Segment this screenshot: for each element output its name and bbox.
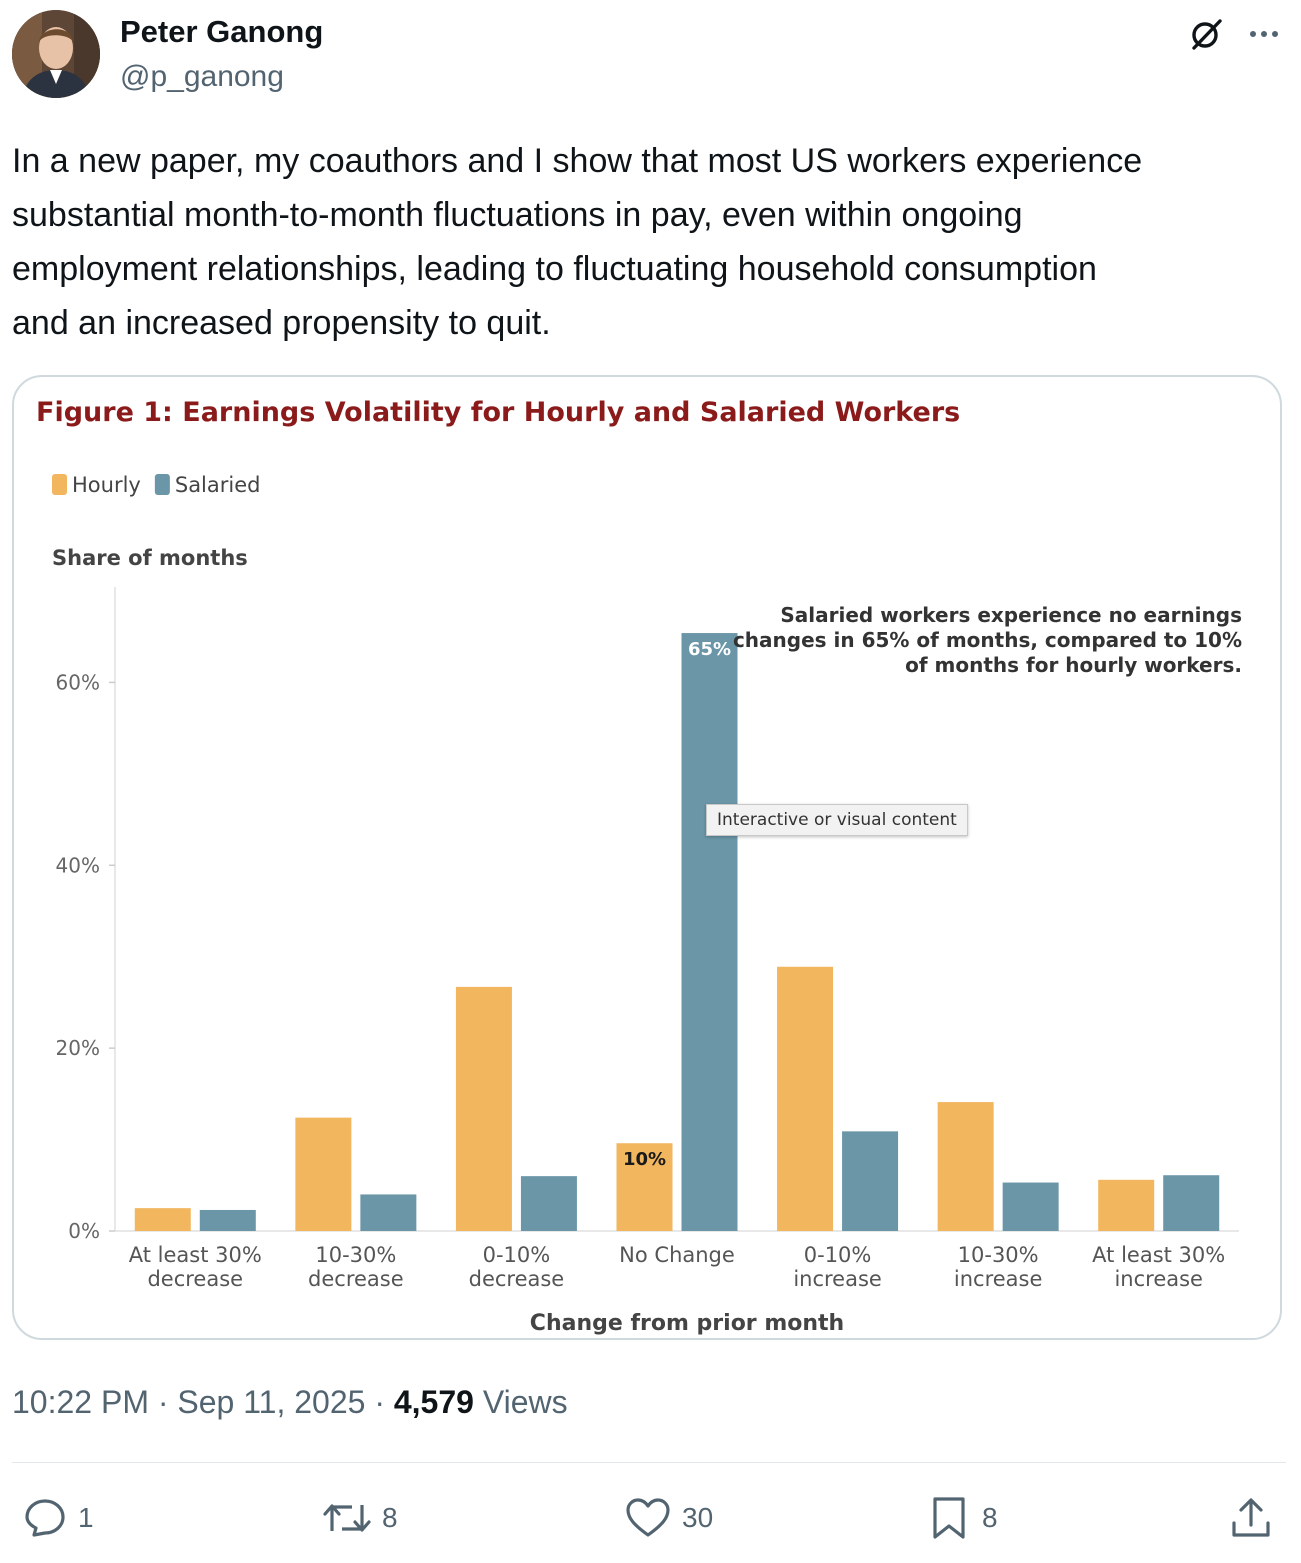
chart-annotation-line: Salaried workers experience no earnings	[780, 603, 1242, 627]
tweet-date[interactable]: Sep 11, 2025	[177, 1384, 366, 1420]
share-icon	[1228, 1495, 1274, 1541]
meta-separator: ·	[374, 1384, 385, 1420]
tweet-meta	[12, 1384, 568, 1421]
divider	[12, 1462, 1286, 1463]
bookmark-count: 8	[982, 1502, 998, 1533]
author-name[interactable]: Peter Ganong	[120, 14, 324, 49]
x-tick-label: 10-30%	[315, 1243, 397, 1267]
x-tick-label: 10-30%	[957, 1243, 1039, 1267]
bar-salaried	[842, 1131, 898, 1231]
bar-salaried	[521, 1176, 577, 1231]
tweet-text	[12, 134, 1287, 350]
data-label: 10%	[622, 1149, 667, 1171]
media-card[interactable]	[12, 375, 1282, 1340]
x-tick-label: decrease	[468, 1267, 565, 1291]
meta-separator: ·	[157, 1384, 169, 1420]
avatar-image	[12, 10, 100, 98]
legend-label-salaried: Salaried	[174, 473, 261, 497]
tweet-time[interactable]: 10:22 PM	[12, 1384, 149, 1420]
bar-salaried	[682, 633, 738, 1231]
y-tick-label: 20%	[55, 1036, 100, 1061]
bar-hourly	[777, 967, 833, 1231]
x-tick-label: increase	[1114, 1267, 1203, 1291]
more-options-icon[interactable]	[1244, 14, 1284, 54]
x-tick-label: increase	[953, 1267, 1043, 1291]
data-label: 65%	[687, 639, 732, 661]
x-tick-label: At least 30%	[128, 1243, 262, 1267]
avatar[interactable]	[12, 10, 100, 98]
earnings-volatility-chart	[14, 377, 1280, 1338]
y-tick-label: 0%	[68, 1219, 100, 1243]
like-button[interactable]	[624, 1494, 713, 1542]
heart-icon	[624, 1495, 672, 1541]
views-count: 4,579	[393, 1384, 474, 1420]
tweet-text-line: and an increased propensity to quit.	[12, 304, 551, 342]
bar-salaried	[1163, 1175, 1219, 1231]
x-tick-label: No Change	[619, 1243, 735, 1267]
repost-count: 8	[382, 1502, 398, 1533]
x-tick-label: 0-10%	[803, 1243, 872, 1267]
repost-icon	[322, 1495, 372, 1541]
grok-icon[interactable]	[1186, 14, 1226, 54]
bookmark-button[interactable]	[926, 1494, 998, 1542]
tweet-text-line: In a new paper, my coauthors and I show that most US workers experience	[12, 142, 1143, 180]
legend-swatch-salaried	[155, 474, 170, 495]
x-tick-label: decrease	[147, 1267, 244, 1291]
chart-title: Figure 1: Earnings Volatility for Hourly and Salaried Workers	[36, 397, 961, 428]
x-axis-label: Change from prior month	[529, 1311, 845, 1336]
x-tick-label: 0-10%	[482, 1243, 551, 1267]
bar-hourly	[295, 1118, 351, 1231]
x-tick-label: At least 30%	[1092, 1243, 1226, 1267]
reply-icon	[22, 1495, 68, 1541]
reply-count: 1	[78, 1502, 94, 1533]
author-handle[interactable]: @p_ganong	[120, 60, 284, 93]
media-tooltip: Interactive or visual content	[706, 804, 968, 836]
bar-hourly	[1098, 1180, 1154, 1231]
tweet-text-line: substantial month-to-month fluctuations in pay, even within ongoing	[12, 196, 1023, 234]
bar-hourly	[938, 1102, 994, 1231]
bar-salaried	[200, 1210, 256, 1231]
chart-annotation-line: changes in 65% of months, compared to 10%	[732, 628, 1242, 652]
bar-salaried	[1003, 1183, 1059, 1231]
x-tick-label: decrease	[308, 1267, 404, 1291]
tweet-text-line: employment relationships, leading to fluctuating household consumption	[12, 250, 1097, 288]
bar-hourly	[135, 1208, 191, 1231]
reply-button[interactable]	[22, 1494, 94, 1542]
legend-label-hourly: Hourly	[72, 473, 141, 497]
legend-swatch-hourly	[52, 474, 67, 495]
y-axis-label: Share of months	[52, 546, 248, 570]
views-label: Views	[482, 1384, 568, 1420]
y-tick-label: 60%	[55, 670, 100, 695]
bookmark-icon	[926, 1495, 972, 1541]
like-count: 30	[682, 1502, 714, 1533]
repost-button[interactable]	[322, 1494, 398, 1542]
x-tick-label: increase	[793, 1267, 882, 1291]
bar-salaried	[360, 1194, 416, 1231]
chart-annotation-line: of months for hourly workers.	[905, 653, 1242, 677]
y-tick-label: 40%	[55, 853, 100, 878]
share-button[interactable]	[1228, 1494, 1274, 1542]
bar-hourly	[456, 987, 512, 1231]
